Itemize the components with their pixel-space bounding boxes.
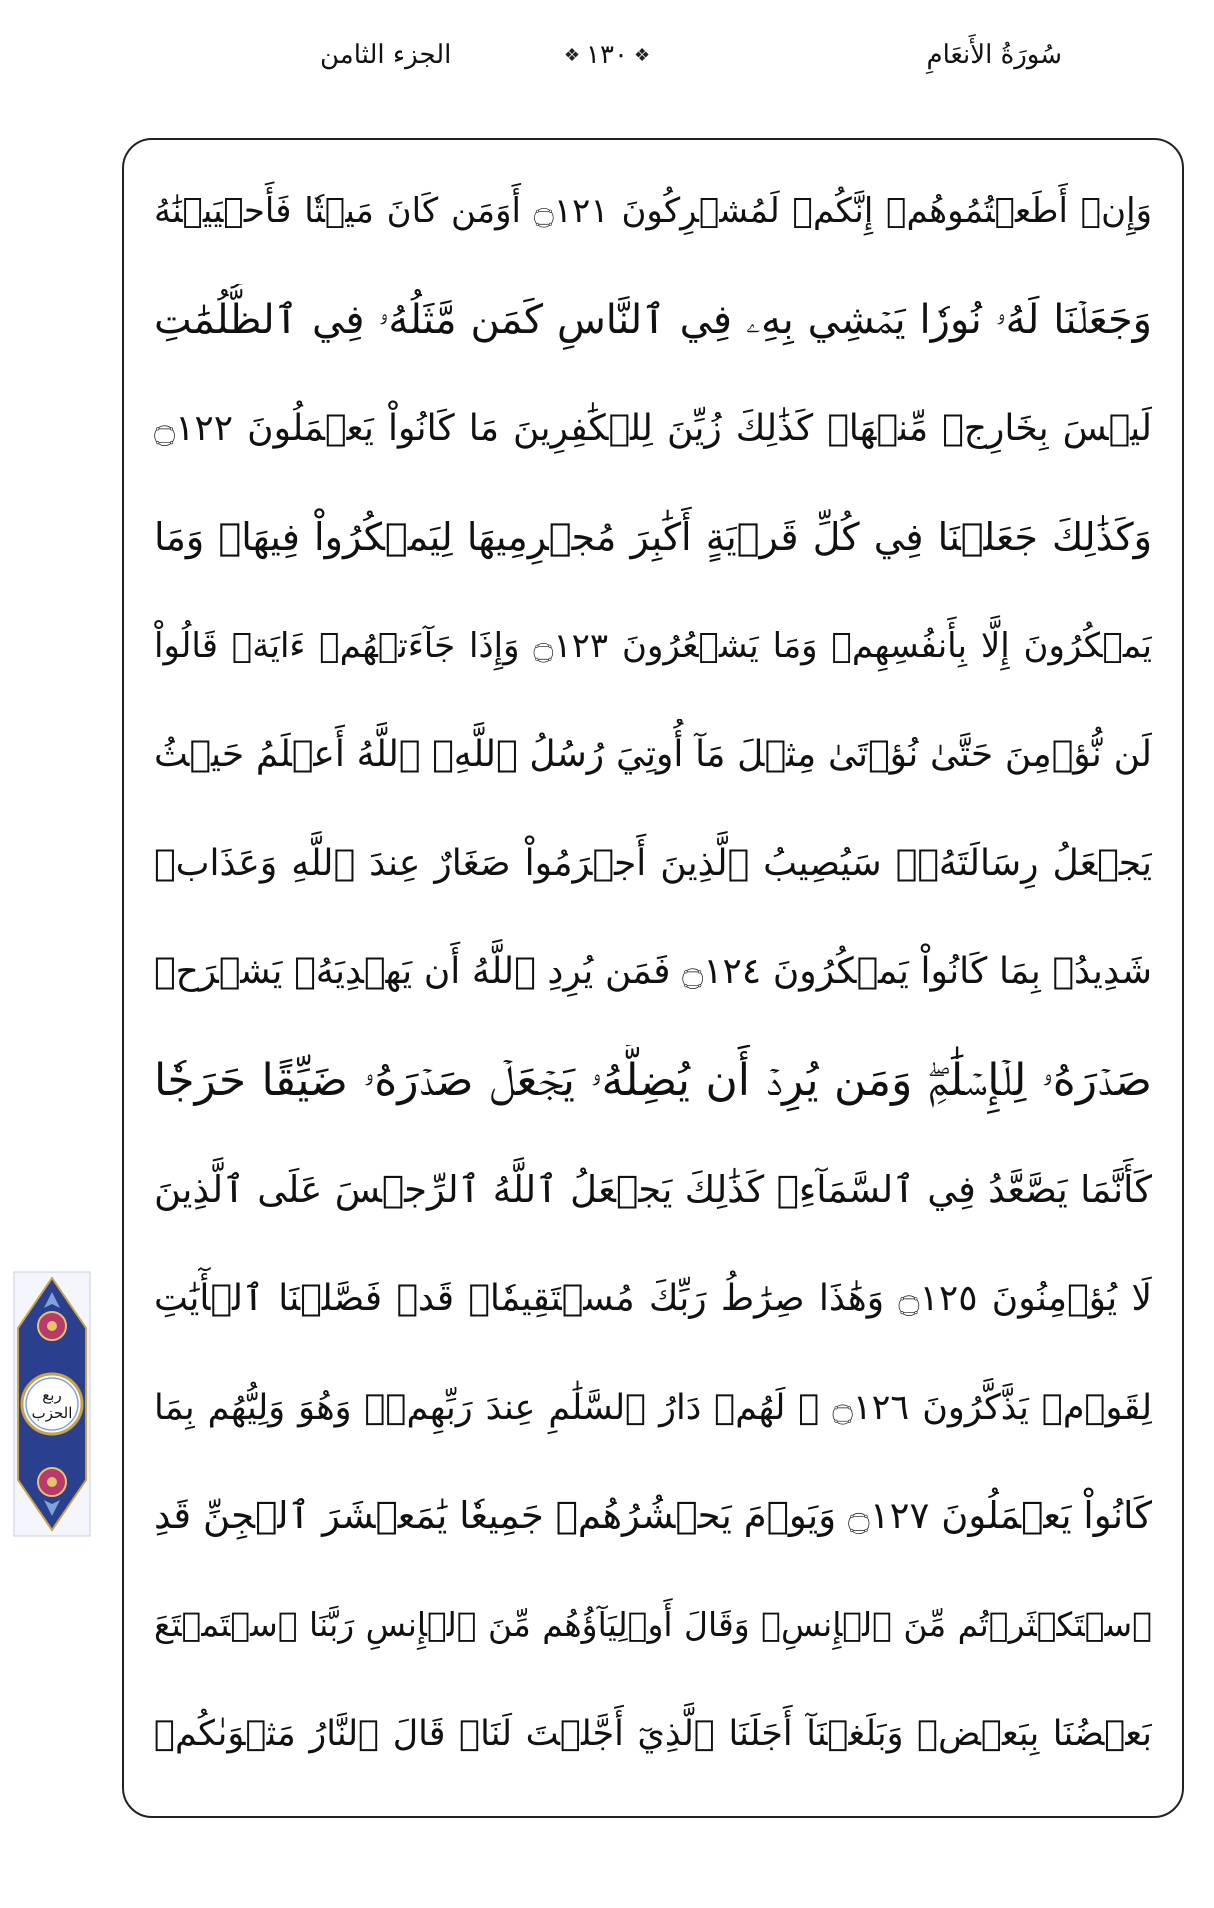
text-line: كَانُواْ يَعۡمَلُونَ ۝١٢٧ وَيَوۡمَ يَحۡشُرُهُمۡ جَمِيعٗا يَٰمَعۡشَرَ ٱلۡجِنِّ قَدِ (154, 1494, 1152, 1538)
text-frame (122, 138, 1184, 1818)
text-line: لِقَوۡمٖ يَذَّكَّرُونَ ۝١٢٦ ۞ لَهُمۡ دَارُ ٱلسَّلَٰمِ عِندَ رَبِّهِمۡۖ وَهُوَ وَلِيُّهُم بِمَا (154, 1387, 1152, 1428)
juz-name: الجزء الثامن (320, 40, 452, 70)
hizb-quarter-label: ربع الحزب (31, 1386, 73, 1422)
text-line: لَا يُؤۡمِنُونَ ۝١٢٥ وَهَٰذَا صِرَٰطُ رَبِّكَ مُسۡتَقِيمٗاۗ قَدۡ فَصَّلۡنَا ٱلۡأٓيَٰتِ (154, 1277, 1152, 1319)
text-line: وَجَعَلۡنَا لَهُۥ نُورٗا يَمۡشِي بِهِۦ فِي ٱلنَّاسِ كَمَن مَّثَلُهُۥ فِي ٱلظُّلُمَٰتِ (154, 296, 1152, 343)
text-line: وَإِنۡ أَطَعۡتُمُوهُمۡ إِنَّكُمۡ لَمُشۡرِكُونَ ۝١٢١ أَوَمَن كَانَ مَيۡتٗا فَأَحۡيَيۡنَٰهُ (154, 191, 1152, 231)
hizb-quarter-medallion (8, 1268, 96, 1540)
page-header (0, 40, 1214, 100)
verse-lines (154, 175, 1152, 1786)
surah-name: سُورَةُ الأَنعَامِ (926, 40, 1062, 70)
text-line: شَدِيدُۢ بِمَا كَانُواْ يَمۡكُرُونَ ۝١٢٤ فَمَن يُرِدِ ٱللَّهُ أَن يَهۡدِيَهُۥ يَشۡرَحۡ (154, 951, 1152, 993)
page-number-block (564, 40, 650, 70)
text-line: صَدۡرَهُۥ لِلۡإِسۡلَٰمِۖ وَمَن يُرِدۡ أَن يُضِلَّهُۥ يَجۡعَلۡ صَدۡرَهُۥ ضَيِّقًا حَرَجٗا (154, 1055, 1152, 1107)
text-line: وَكَذَٰلِكَ جَعَلۡنَا فِي كُلِّ قَرۡيَةٍ أَكَٰبِرَ مُجۡرِمِيهَا لِيَمۡكُرُواْ فِيهَاۖ وَمَا (154, 515, 1152, 560)
ornament-left-icon: ❖ (633, 44, 651, 66)
ornament-right-icon: ❖ (563, 44, 581, 66)
text-line: لَيۡسَ بِخَارِجٖ مِّنۡهَاۚ كَذَٰلِكَ زُيِّنَ لِلۡكَٰفِرِينَ مَا كَانُواْ يَعۡمَلُونَ ۝١٢٢ (154, 407, 1152, 449)
text-line: يَجۡعَلُ رِسَالَتَهُۥۗ سَيُصِيبُ ٱلَّذِينَ أَجۡرَمُواْ صَغَارٌ عِندَ ٱللَّهِ وَعَذَابٞ (154, 842, 1152, 884)
text-line: لَن نُّؤۡمِنَ حَتَّىٰ نُؤۡتَىٰ مِثۡلَ مَآ أُوتِيَ رُسُلُ ٱللَّهِۘ ٱللَّهُ أَعۡلَمُ حَيۡثُ (154, 733, 1152, 775)
text-line: كَأَنَّمَا يَصَّعَّدُ فِي ٱلسَّمَآءِۚ كَذَٰلِكَ يَجۡعَلُ ٱللَّهُ ٱلرِّجۡسَ عَلَى ٱلَّذِينَ (154, 1168, 1152, 1212)
text-line: بَعۡضُنَا بِبَعۡضٖ وَبَلَغۡنَآ أَجَلَنَا ٱلَّذِيٓ أَجَّلۡتَ لَنَاۚ قَالَ ٱلنَّارُ مَثۡوَىٰكُمۡ (154, 1713, 1152, 1754)
text-line: ٱسۡتَكۡثَرۡتُم مِّنَ ٱلۡإِنسِۖ وَقَالَ أَوۡلِيَآؤُهُم مِّنَ ٱلۡإِنسِ رَبَّنَا ٱسۡتَمۡتَعَ (154, 1605, 1152, 1645)
page-number: ١٣٠ (586, 40, 628, 70)
text-line: يَمۡكُرُونَ إِلَّا بِأَنفُسِهِمۡ وَمَا يَشۡعُرُونَ ۝١٢٣ وَإِذَا جَآءَتۡهُمۡ ءَايَةٞ قَالُواْ (154, 626, 1152, 667)
